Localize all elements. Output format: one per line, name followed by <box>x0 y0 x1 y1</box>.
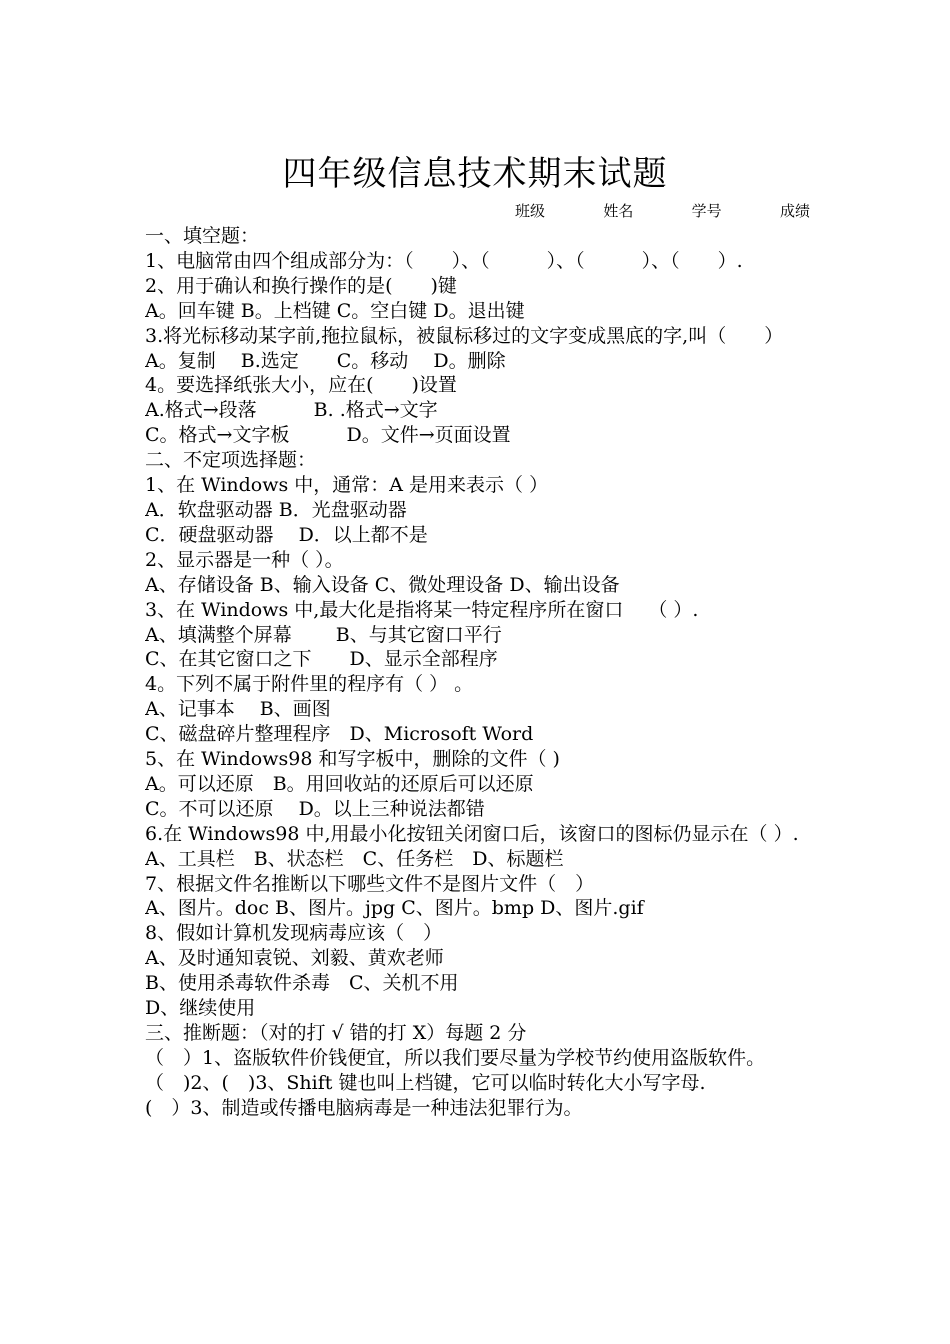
question-text: ( ）3、制造或传播电脑病毒是一种违法犯罪行为。 <box>145 1096 583 1119</box>
section-heading-fill-blank: 一、填空题： <box>145 225 260 247</box>
question-text: 6.在 Windows98 中,用最小化按钮关闭窗口后，该窗口的图标仍显示在（ ）. <box>145 822 799 845</box>
student-info-row <box>515 200 810 222</box>
question-text: 2、显示器是一种（ ）。 <box>145 548 344 571</box>
exam-body <box>145 224 810 1121</box>
section-heading-multiple-choice: 二、不定项选择题： <box>145 449 317 472</box>
name-label: 姓名 <box>603 202 634 220</box>
question-text: 4。下列不属于附件里的程序有（ ） 。 <box>145 673 474 696</box>
answer-options: D、继续使用 <box>145 997 256 1020</box>
score-label: 成绩 <box>779 202 810 220</box>
answer-options: A．软盘驱动器 B．光盘驱动器 <box>145 498 407 521</box>
answer-options: C。格式→文字板 D。文件→页面设置 <box>145 424 511 447</box>
answer-options: A。复制 B.选定 C。移动 D。删除 <box>145 349 506 372</box>
answer-options: C．硬盘驱动器 D．以上都不是 <box>145 523 428 546</box>
question-text: 5、在 Windows98 和写字板中，删除的文件（ ) <box>145 748 560 771</box>
question-text: （ ）1、盗版软件价钱便宜，所以我们要尽量为学校节约使用盗版软件。 <box>145 1046 766 1069</box>
question-text: 4。要选择纸张大小，应在( )设置 <box>145 374 457 397</box>
answer-options: A.格式→段落 B. .格式→文字 <box>145 399 438 422</box>
answer-options: C。不可以还原 D。以上三种说法都错 <box>145 797 485 820</box>
section-heading-true-false: 三、推断题：（对的打 √ 错的打 X）每题 2 分 <box>145 1022 527 1044</box>
answer-options: C、在其它窗口之下 D、显示全部程序 <box>145 648 498 671</box>
question-text: 1、电脑常由四个组成部分为：（ ）、（ ）、（ ）、（ ）. <box>145 249 743 272</box>
answer-options: A、填满整个屏幕 B、与其它窗口平行 <box>145 623 502 646</box>
question-text: 1、在 Windows 中，通常：A 是用来表示（ ） <box>145 474 549 497</box>
question-text: 3.将光标移动某字前,拖拉鼠标，被鼠标移过的文字变成黑底的字,叫（ ） <box>145 324 784 347</box>
answer-options: A。回车键 B。上档键 C。空白键 D。退出键 <box>145 299 525 322</box>
answer-options: B、使用杀毒软件杀毒 C、关机不用 <box>145 972 459 995</box>
answer-options: A。可以还原 B。用回收站的还原后可以还原 <box>145 772 534 795</box>
question-text: 8、假如计算机发现病毒应该（ ） <box>145 922 443 945</box>
exam-title: 四年级信息技术期末试题 <box>282 154 668 194</box>
question-text: 3、在 Windows 中,最大化是指将某一特定程序所在窗口 （ ）. <box>145 598 699 621</box>
answer-options: A、工具栏 B、状态栏 C、任务栏 D、标题栏 <box>145 847 564 870</box>
answer-options: A、存储设备 B、输入设备 C、微处理设备 D、输出设备 <box>145 573 620 596</box>
answer-options: A、及时通知袁锐、刘毅、黄欢老师 <box>145 947 444 970</box>
student-id-label: 学号 <box>691 202 722 220</box>
class-label: 班级 <box>515 202 546 220</box>
answer-options: C、磁盘碎片整理程序 D、Microsoft Word <box>145 723 534 746</box>
answer-options: A、记事本 B、画图 <box>145 698 331 721</box>
answer-options: A、图片。doc B、图片。jpg C、图片。bmp D、图片.gif <box>145 897 644 920</box>
question-text: 7、根据文件名推断以下哪些文件不是图片文件（ ） <box>145 872 595 895</box>
question-text: （ )2、( )3、Shift 键也叫上档键，它可以临时转化大小写字母. <box>145 1071 706 1094</box>
question-text: 2、用于确认和换行操作的是( )键 <box>145 274 457 297</box>
